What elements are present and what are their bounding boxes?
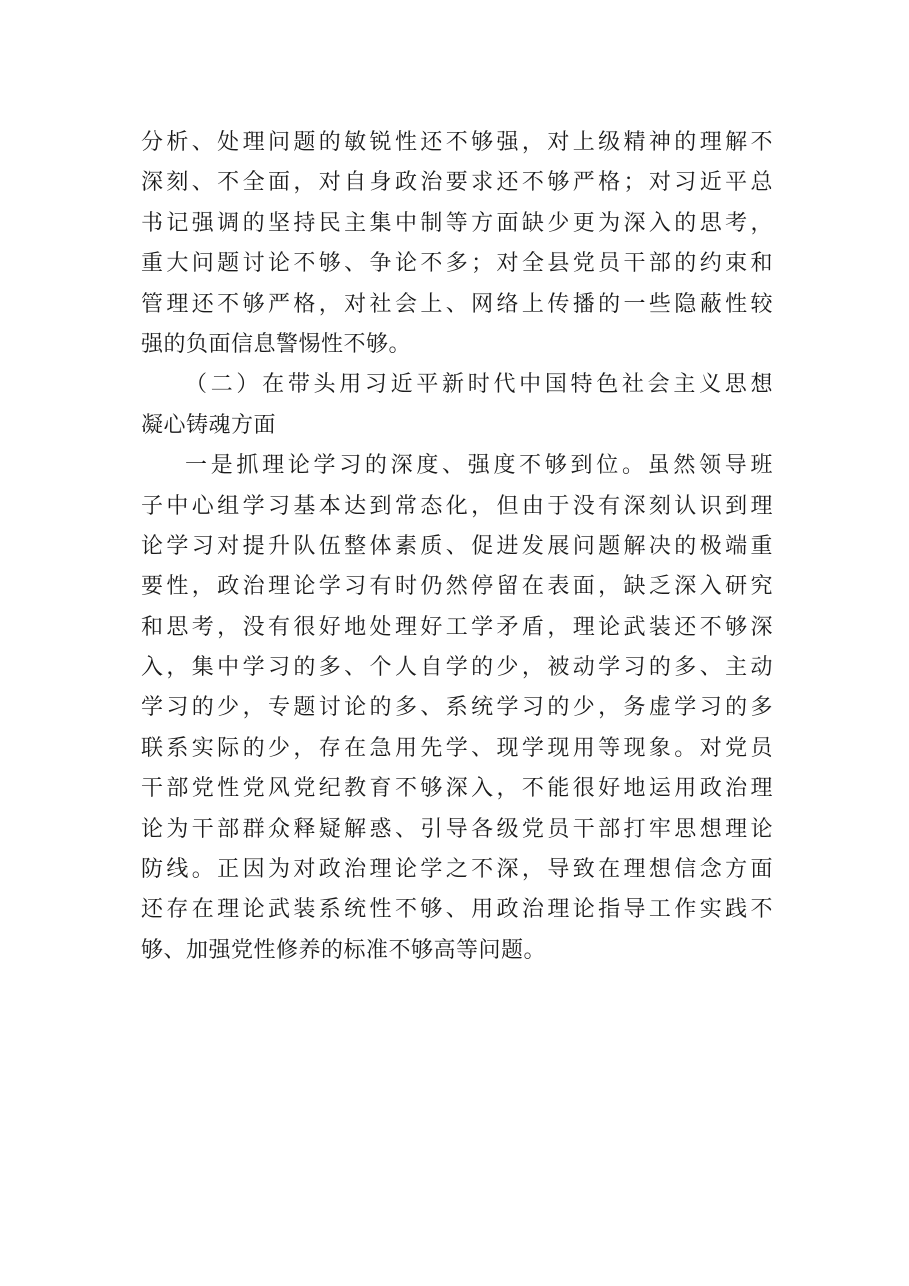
text-line: 一是抓理论学习的深度、强度不够到位。虽然领导班 — [185, 453, 773, 479]
text-line: 强的负面信息警惕性不够。 — [141, 331, 412, 357]
heading-line: （二）在带头用习近平新时代中国特色社会主义思想 — [185, 372, 773, 398]
text-line: 重大问题讨论不够、争论不多；对全县党员干部的约束和 — [141, 251, 773, 277]
text-line: 防线。正因为对政治理论学之不深，导致在理想信念方面 — [141, 857, 773, 883]
text-line: 论为干部群众释疑解惑、引导各级党员干部打牢思想理论 — [141, 816, 773, 842]
text-line: 分析、处理问题的敏锐性还不够强，对上级精神的理解不 — [141, 130, 773, 155]
text-line: 还存在理论武装系统性不够、用政治理论指导工作实践不 — [141, 897, 773, 923]
paragraph-body — [141, 446, 773, 971]
heading-line: 凝心铸魂方面 — [141, 412, 277, 438]
text-line: 入，集中学习的多、个人自学的少，被动学习的多、主动 — [141, 655, 773, 681]
text-line: 要性，政治理论学习有时仍然停留在表面，缺乏深入研究 — [141, 574, 773, 600]
text-line: 书记强调的坚持民主集中制等方面缺少更为深入的思考， — [141, 210, 773, 236]
text-line: 论学习对提升队伍整体素质、促进发展问题解决的极端重 — [141, 533, 773, 559]
section-heading — [141, 365, 773, 446]
text-line: 干部党性党风党纪教育不够深入，不能很好地运用政治理 — [141, 776, 773, 802]
text-line: 深刻、不全面，对自身政治要求还不够严格；对习近平总 — [141, 170, 773, 196]
text-line: 和思考，没有很好地处理好工学矛盾，理论武装还不够深 — [141, 614, 773, 640]
document-body — [141, 123, 773, 971]
text-line: 够、加强党性修养的标准不够高等问题。 — [141, 937, 547, 963]
text-line: 管理还不够严格，对社会上、网络上传播的一些隐蔽性较 — [141, 291, 773, 317]
text-line: 学习的少，专题讨论的多、系统学习的少，务虚学习的多 — [141, 695, 773, 721]
paragraph-continued — [141, 123, 773, 365]
text-line: 联系实际的少，存在急用先学、现学现用等现象。对党员 — [141, 735, 773, 761]
text-line: 子中心组学习基本达到常态化，但由于没有深刻认识到理 — [141, 493, 773, 519]
